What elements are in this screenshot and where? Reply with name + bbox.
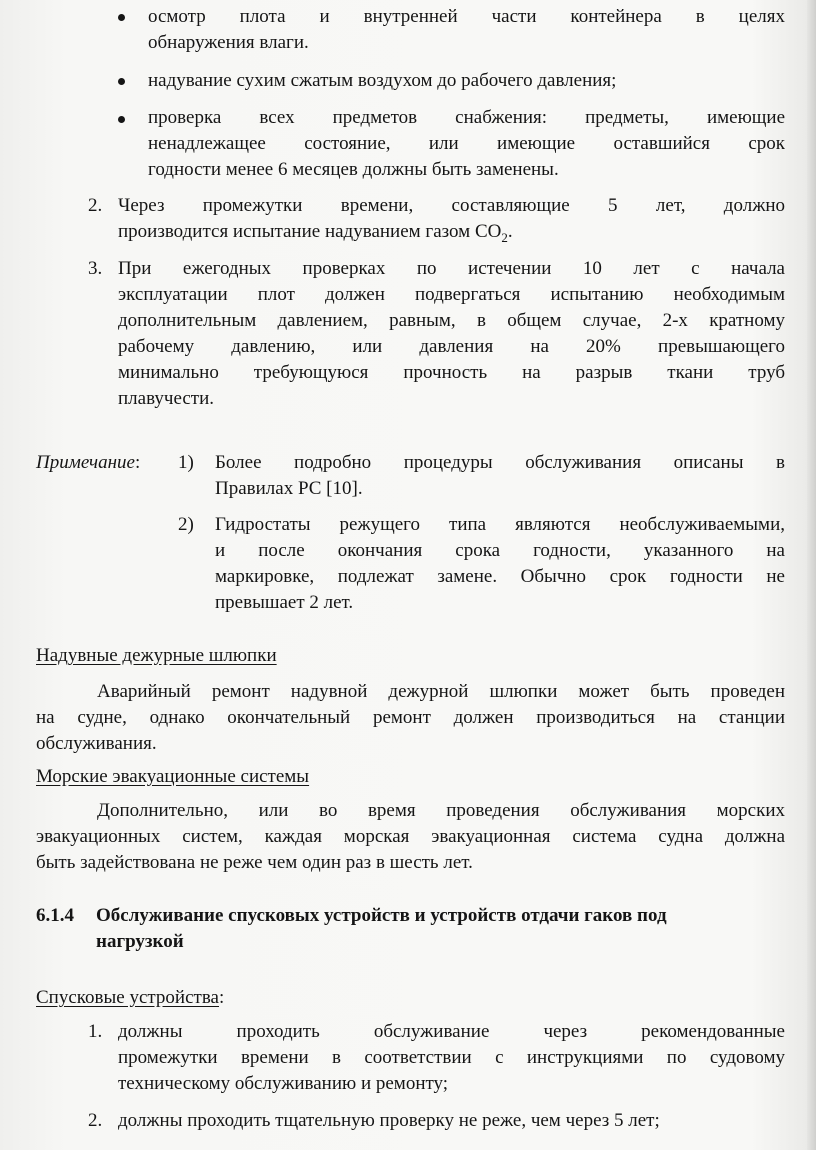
numbered-item-3-line1: При ежегодных проверках по истечении 10 лет с начала xyxy=(118,258,785,279)
note-label: Примечание: xyxy=(36,452,141,473)
bullet-item-2-line1: надувание сухим сжатым воздухом до рабочего давления; xyxy=(148,70,617,91)
bullet-item-3-line1: проверка всех предметов снабжения: предметы, имеющие xyxy=(148,107,785,128)
bullet-item-1-line2: обнаружения влаги. xyxy=(148,32,309,53)
note-item-2-line4: превышает 2 лет. xyxy=(215,592,354,613)
numbered-item-3-line6: плавучести. xyxy=(118,388,215,409)
list-number: 1. xyxy=(88,1021,103,1042)
numbered-item-3-line2: эксплуатации плот должен подвергаться испытанию необходимым xyxy=(118,284,785,305)
rescue-boats-line3: обслуживания. xyxy=(36,733,157,754)
launching-item-1-line2: промежутки времени в соответствии с инструкциями по судовому xyxy=(118,1047,785,1068)
marine-evacuation-line3: быть задействована не реже чем один раз в шесть лет. xyxy=(36,852,473,873)
list-number: 3. xyxy=(88,258,103,279)
section-title-line2: нагрузкой xyxy=(96,931,184,952)
page-edge-shadow xyxy=(807,0,816,1150)
list-number: 2. xyxy=(88,1110,103,1131)
note-number: 2) xyxy=(178,514,194,535)
marine-evacuation-line1: Дополнительно, или во время проведения обслуживания морских xyxy=(97,800,785,821)
list-number: 2. xyxy=(88,195,103,216)
bullet-icon xyxy=(118,14,125,21)
section-number: 6.1.4 xyxy=(36,905,74,926)
bullet-icon xyxy=(118,116,125,123)
launching-item-1-line1: должны проходить обслуживание через рекомендованные xyxy=(118,1021,785,1042)
marine-evacuation-line2: эвакуационных систем, каждая морская эвакуационная система судна должна xyxy=(36,826,785,847)
subheading-launching: Спусковые устройства: xyxy=(36,987,225,1008)
numbered-item-2-line2: производится испытание надуванием газом $СО_2$. xyxy=(118,221,513,245)
note-item-1-line2: Правилах РС [10]. xyxy=(215,478,363,499)
note-item-2-line1: Гидростаты режущего типа являются необслуживаемыми, xyxy=(215,514,785,535)
numbered-item-3-line4: рабочему давлению, или давления на 20% превышающего xyxy=(118,336,785,357)
subheading-rescue-boats: Надувные дежурные шлюпки xyxy=(36,645,277,666)
bullet-item-3-line2: ненадлежащее состояние, или имеющие оставшийся срок xyxy=(148,133,785,154)
numbered-item-2-line1: Через промежутки времени, составляющие 5 лет, должно xyxy=(118,195,785,216)
note-item-2-line2: и после окончания срока годности, указанного на xyxy=(215,540,785,561)
rescue-boats-line2: на судне, однако окончательный ремонт должен производиться на станции xyxy=(36,707,785,728)
subheading-marine-evacuation: Морские эвакуационные системы xyxy=(36,766,310,787)
bullet-item-1-line1: осмотр плота и внутренней части контейнера в целях xyxy=(148,6,785,27)
note-number: 1) xyxy=(178,452,194,473)
launching-item-1-line3: техническому обслуживанию и ремонту; xyxy=(118,1073,449,1094)
launching-item-2-line1: должны проходить тщательную проверку не реже, чем через 5 лет; xyxy=(118,1110,660,1131)
numbered-item-3-line5: минимально требующуюся прочность на разрыв ткани труб xyxy=(118,362,785,383)
rescue-boats-line1: Аварийный ремонт надувной дежурной шлюпки может быть проведен xyxy=(97,681,785,702)
bullet-item-3-line3: годности менее 6 месяцев должны быть заменены. xyxy=(148,159,559,180)
note-item-2-line3: маркировке, подлежат замене. Обычно срок годности не xyxy=(215,566,785,587)
section-title-line1: Обслуживание спусковых устройств и устройств отдачи гаков под xyxy=(96,905,667,926)
bullet-icon xyxy=(118,78,125,85)
note-item-1-line1: Более подробно процедуры обслуживания описаны в xyxy=(215,452,785,473)
numbered-item-3-line3: дополнительным давлением, равным, в общем случае, 2-х кратному xyxy=(118,310,785,331)
